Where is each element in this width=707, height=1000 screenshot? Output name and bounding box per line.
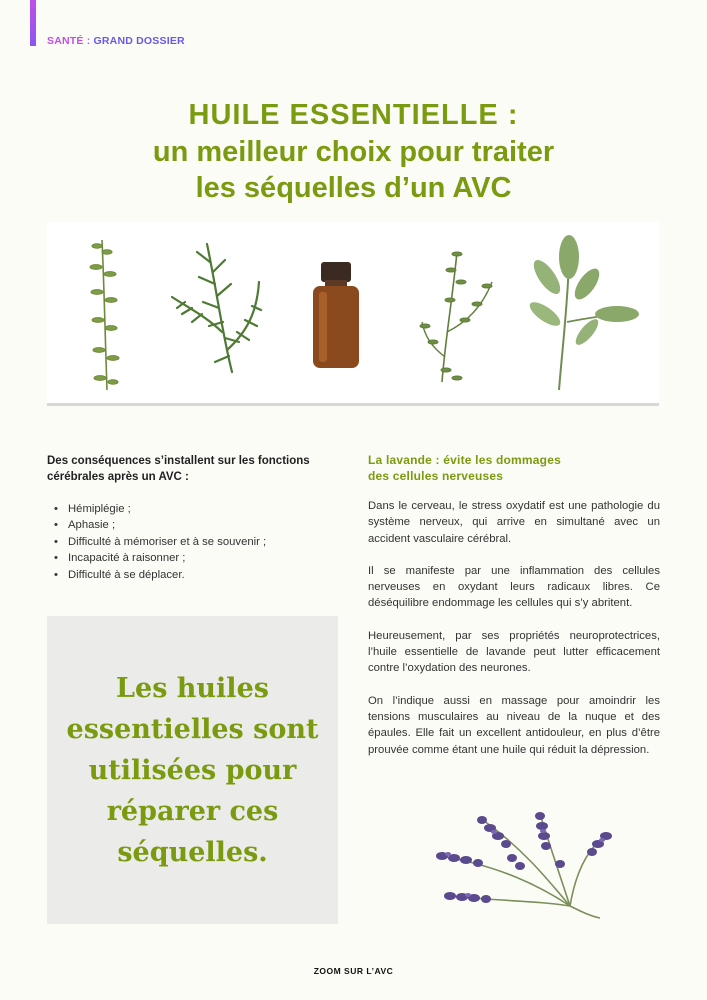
kicker-section: SANTÉ : [47,35,94,47]
body-paragraph: Dans le cerveau, le stress oxydatif est une pathologie du système nerveux, qui arrive en simultané avec un accident vasculaire cérébral. [368,500,660,545]
symptom-list [54,501,324,583]
section-title-line-2: des cellules nerveuses [368,469,504,483]
pull-quote-box [47,616,338,924]
pull-quote: Les huiles essentielles sont utilisées pour réparer ces séquelles. [66,672,319,868]
rosemary-sprig-icon [172,244,261,372]
list-item: • Difficulté à se déplacer. [54,567,324,583]
article-body [368,498,660,774]
page-footer: ZOOM SUR L’AVC [313,966,394,976]
title-line-1: HUILE ESSENTIELLE : [188,99,519,131]
oil-bottle-icon [313,262,359,368]
lavender-image [420,806,630,924]
section-title-line-1: La lavande : évite les dommages [368,453,561,467]
hero-divider [47,403,659,406]
list-item: • Hémiplégie ; [54,501,324,517]
section-title [368,452,658,484]
page-title [60,96,647,206]
hero-image-herbs [47,222,659,404]
body-paragraph: Il se manifeste par une inflammation des cellules nerveuses en oxydant leurs radicaux libres. Ce déséquilibre endommage les cellules qui s’y abritent. [368,564,660,610]
body-paragraph: Heureusement, par ses propriétés neuroprotectrices, l’huile essentielle de lavande peut lutter efficacement contre l’oxydation des neurones. [368,629,660,675]
list-item: • Incapacité à raisonner ; [54,550,324,566]
thyme-branch-icon [420,252,492,382]
title-line-3: les séquelles d’un AVC [195,172,512,204]
section-kicker [47,35,185,47]
list-item: • Difficulté à mémoriser et à se souvenir ; [54,534,324,550]
list-item: • Aphasie ; [54,517,324,533]
title-line-2: un meilleur choix pour traiter [152,136,555,168]
accent-bar [30,0,36,46]
lavender-bunch-icon [436,812,612,918]
lead-paragraph: Des conséquences s’installent sur les fonctions cérébrales après un AVC : [47,455,310,483]
body-paragraph: On l’indique aussi en massage pour amoindrir les tensions musculaires au niveau de la nuque et des épaules. Elle fait un excellent antidouleur, en plus d’être prouvée comme étant une huile qui réduit la dépression. [368,694,660,756]
thyme-sprig-icon [90,240,119,390]
sage-sprig-icon [526,235,639,390]
kicker-topic: GRAND DOSSIER [93,35,185,47]
